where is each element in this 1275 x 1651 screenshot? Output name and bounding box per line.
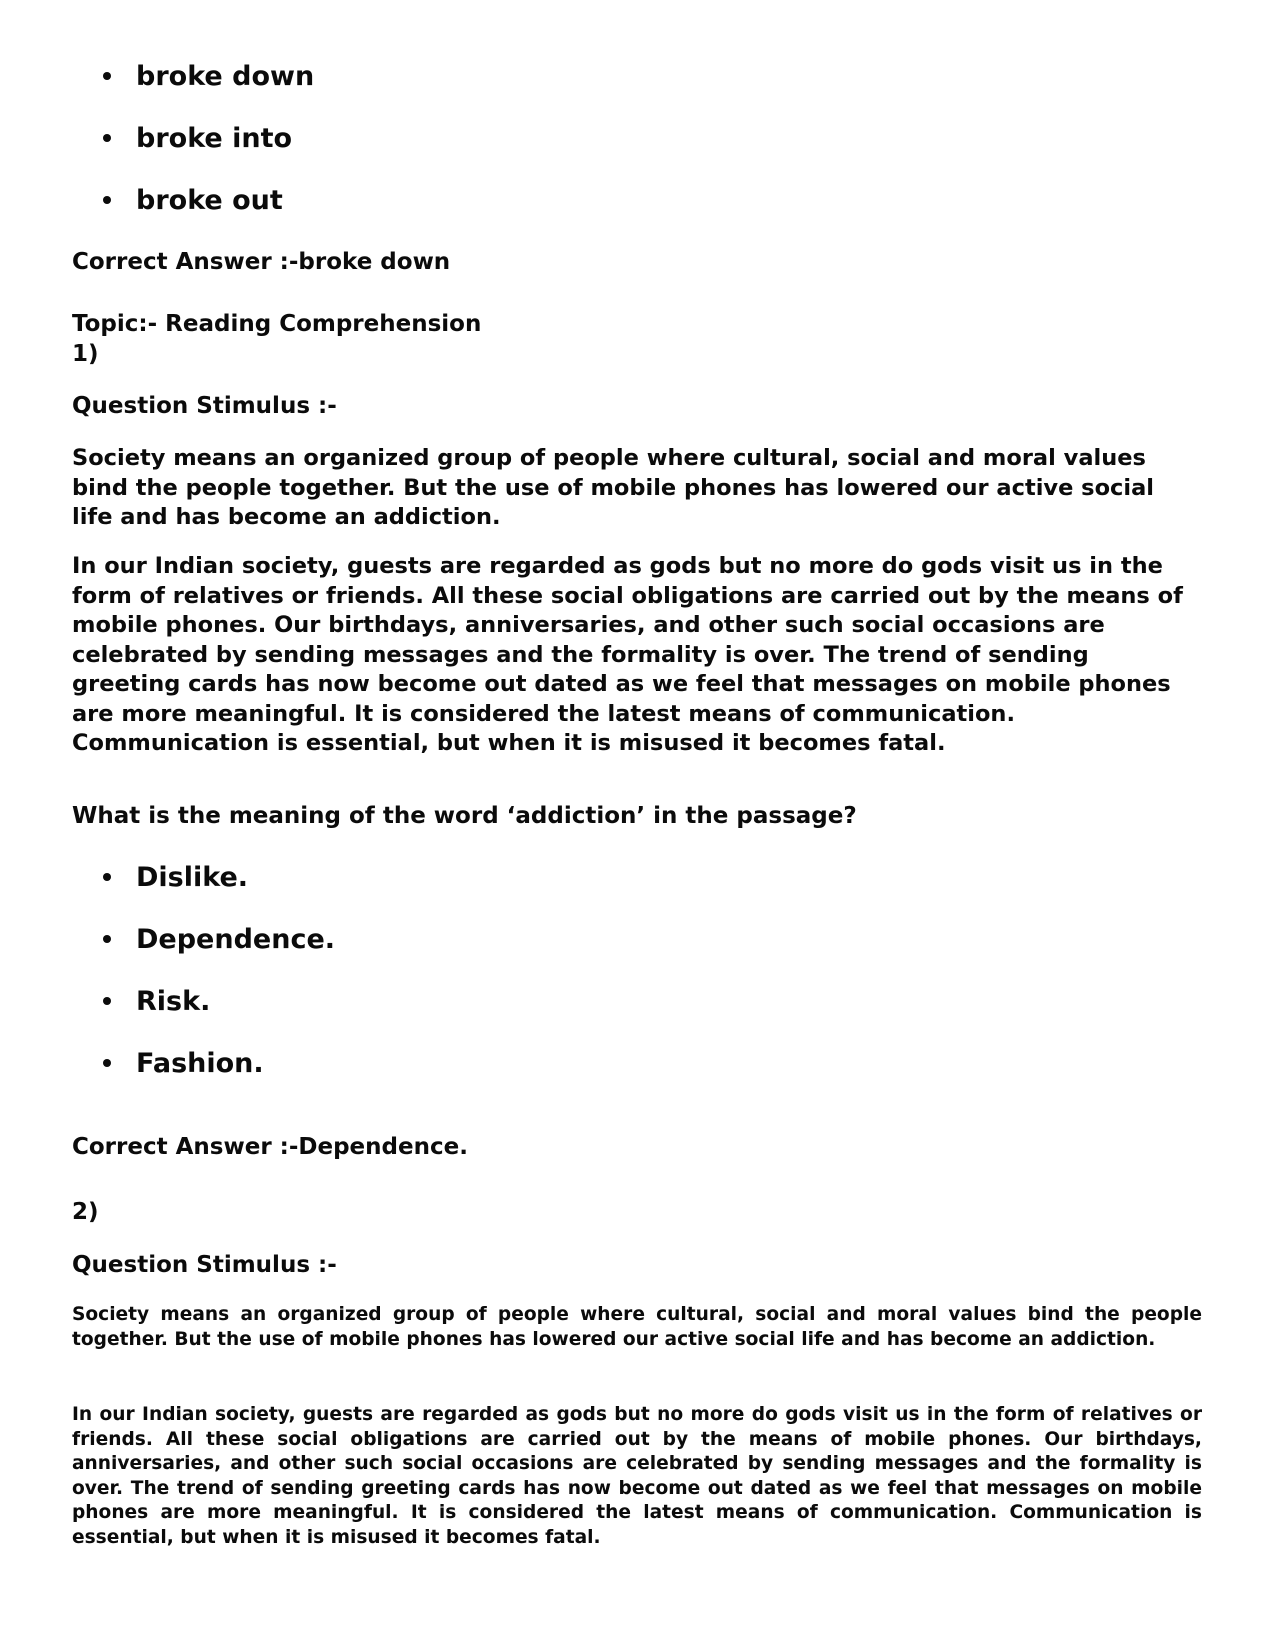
question-number: 1) [72,341,99,367]
bullet-icon [103,873,111,881]
question-number: 2) [72,1199,99,1225]
option-item [103,924,335,956]
option-item [103,123,314,155]
bullet-icon [103,72,111,80]
option-text: Risk. [136,986,211,1017]
bullet-icon [103,997,111,1005]
correct-answer [72,248,450,276]
passage-paragraph: In our Indian society, guests are regarded as gods but no more do gods visit us in the form of relatives or friends. All these social obligations are carried out by the means of mobile phones. Our birthdays, anniversaries, and other such social occasions are celebrated by sending messages and the formality is over. The trend of sending greeting cards has now become out dated as we feel that messages on mobile phones are more meaningful. It is considered the latest means of communication. Communication is essential, but when it is misused it becomes fatal. [72,553,1183,756]
option-text: broke down [136,61,315,92]
prev-question-options [103,61,314,247]
bullet-icon [103,1059,111,1067]
passage-paragraph: Society means an organized group of people where cultural, social and moral values bind the people together. But the use of mobile phones has lowered our active social life and has become an addiction. [72,445,1154,530]
question-stimulus-label: Question Stimulus :- [72,393,337,419]
option-text: Dependence. [136,924,336,955]
correct-answer-value: Dependence. [298,1134,468,1160]
topic-heading: Topic:- Reading Comprehension [72,311,482,337]
option-text: Fashion. [136,1048,264,1079]
option-item [103,986,335,1018]
option-item [103,61,314,93]
question-text: What is the meaning of the word ‘addiction’ in the passage? [72,803,857,829]
question-options [103,862,335,1110]
passage-paragraph: Society means an organized group of people where cultural, social and moral values bind the people together. But the use of mobile phones has lowered our active social life and has become an addiction. [72,1304,1202,1350]
correct-answer-value: broke down [298,249,451,275]
bullet-icon [103,935,111,943]
option-item [103,185,314,217]
correct-answer [72,1133,468,1161]
option-text: Dislike. [136,862,249,893]
correct-answer-label: Correct Answer :- [72,249,299,275]
correct-answer-label: Correct Answer :- [72,1134,299,1160]
question-stimulus-label: Question Stimulus :- [72,1252,337,1278]
option-text: broke out [136,185,283,216]
passage-paragraph: In our Indian society, guests are regarded as gods but no more do gods visit us in the form of relatives or friends. All these social obligations are carried out by the means of mobile phones. Our birthdays, anniversaries, and other such social occasions are celebrated by sending messages and the formality is over. The trend of sending greeting cards has now become out dated as we feel that messages on mobile phones are more meaningful. It is considered the latest means of communication. Communication is essential, but when it is misused it becomes fatal. [72,1404,1202,1548]
bullet-icon [103,134,111,142]
option-item [103,862,335,894]
option-text: broke into [136,123,293,154]
bullet-icon [103,196,111,204]
option-item [103,1048,335,1080]
